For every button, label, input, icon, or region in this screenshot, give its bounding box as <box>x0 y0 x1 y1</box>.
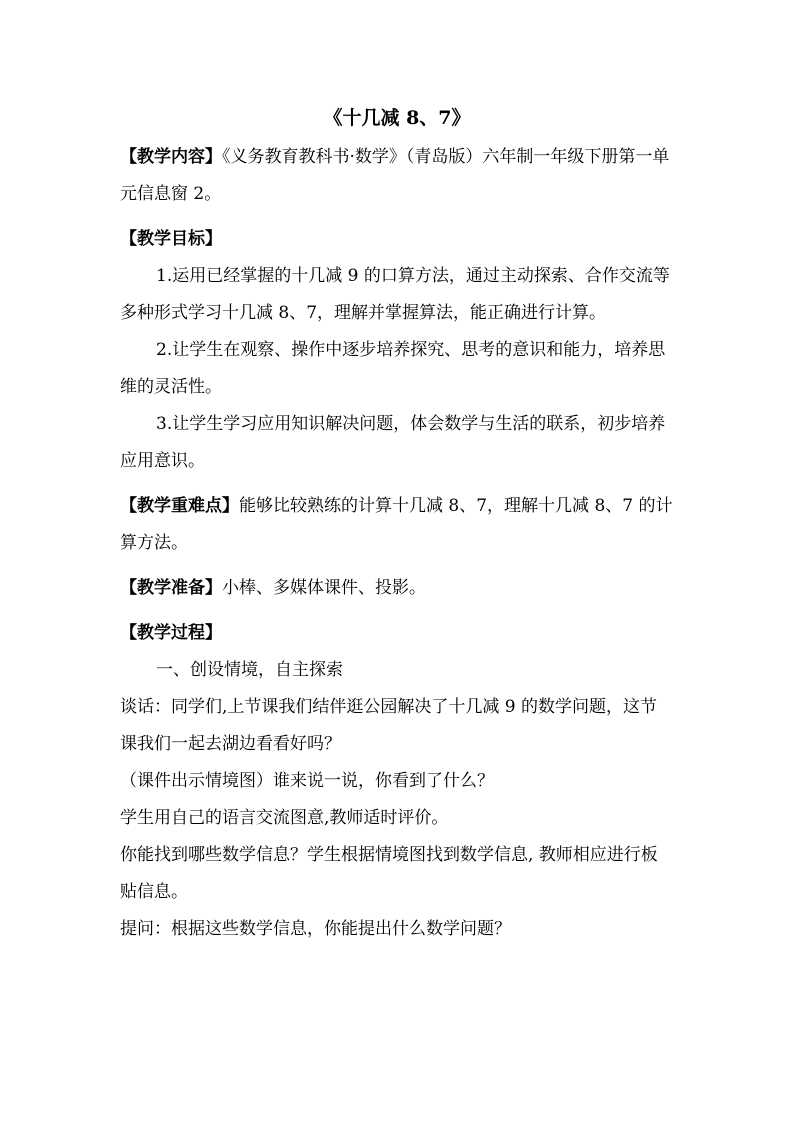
process-paragraph: 学生用自己的语言交流图意,教师适时评价。 <box>120 808 449 828</box>
teaching-objectives-label: 【教学目标】 <box>120 229 222 249</box>
objective-item: 3.让学生学习应用知识解决问题，体会数学与生活的联系，初步培养应用意识。 <box>120 414 666 471</box>
preparation-text: 小棒、多媒体课件、投影。 <box>222 578 426 598</box>
key-points-text: 能够比较熟练的计算十几减 8、7，理解十几减 8、7 的计算方法。 <box>120 496 673 553</box>
process-section-heading: 一、创设情境，自主探索 <box>156 660 343 680</box>
preparation-label: 【教学准备】 <box>120 578 222 598</box>
key-points <box>120 488 674 562</box>
teaching-process-label: 【教学过程】 <box>120 623 222 643</box>
objective-item: 1.运用已经掌握的十几减 9 的口算方法，通过主动探索、合作交流等多种形式学习十几减 8、7，理解并掌握算法，能正确进行计算。 <box>120 266 670 323</box>
process-paragraph: 你能找到哪些数学信息？学生根据情境图找到数学信息, 教师相应进行板贴信息。 <box>120 845 658 902</box>
objective-item: 2.让学生在观察、操作中逐步培养探究、思考的意识和能力，培养思维的灵活性。 <box>120 340 666 397</box>
teaching-preparation <box>120 570 674 607</box>
teaching-content-label: 【教学内容】 <box>120 147 222 167</box>
key-points-label: 【教学重难点】 <box>120 496 239 516</box>
document-title: 《十几减 8、7》 <box>323 107 471 129</box>
teaching-content-text: 《义务教育教科书·数学》（青岛版）六年制一年级下册第一单元信息窗 2。 <box>120 147 670 204</box>
process-paragraph: 提问：根据这些数学信息，你能提出什么数学问题？ <box>120 919 511 939</box>
process-paragraph: 谈话：同学们,上节课我们结伴逛公园解决了十几减 9 的数学问题，这节课我们一起去湖边看看好吗？ <box>120 697 658 754</box>
process-paragraph: （课件出示情境图）谁来说一说，你看到了什么？ <box>120 771 494 791</box>
teaching-content <box>120 139 674 213</box>
